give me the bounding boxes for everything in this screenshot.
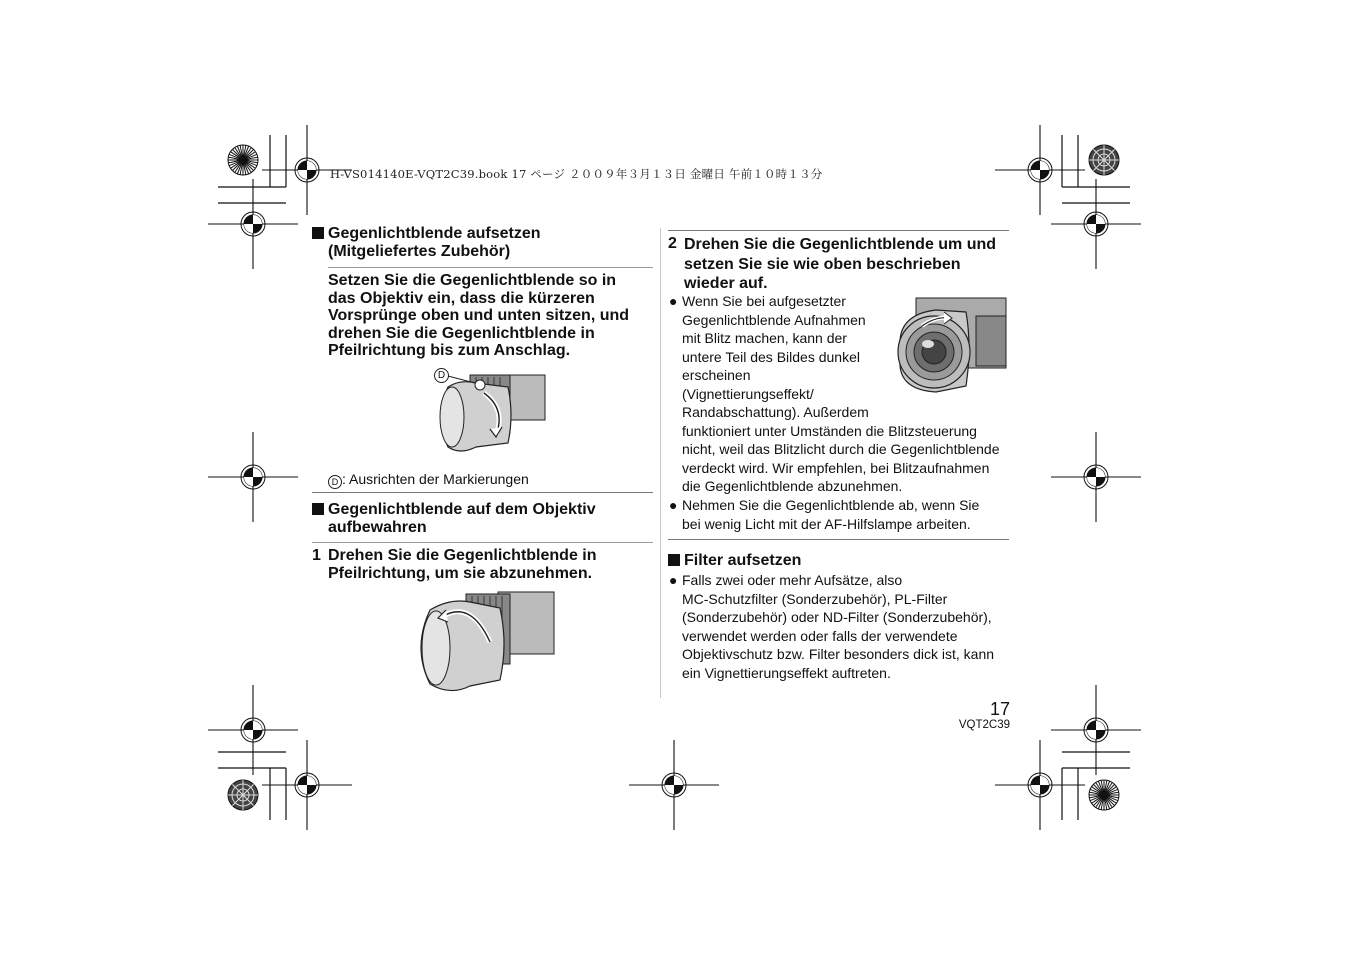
instruction-text: Setzen Sie die Gegenlichtblende so in das Objektiv ein, dass die kürzeren Vorsprünge oben und unten sitzen, und drehen Sie die Gegenlichtblende in Pfeilrichtung bis zum Anschlag. — [328, 272, 630, 359]
heading-line-2: (Mitgeliefertes Zubehör) — [328, 243, 511, 260]
bullet-dot-icon: ● — [669, 293, 678, 309]
lens-hood-remove-illustration — [410, 588, 558, 698]
section-heading-filter: Filter aufsetzen — [668, 552, 801, 570]
section-heading-lens-hood-store: Gegenlichtblende auf dem Objektiv aufbewahren — [312, 501, 596, 537]
divider — [312, 492, 653, 493]
illustration-caption: D : Ausrichten der Markierungen — [328, 470, 529, 489]
bullet-filter-vignetting: ● Falls zwei oder mehr Aufsätze, also MC-Schutzfilter (Sonderzubehör), PL-Filter (Sonderzubehör) oder ND-Filter (Sonderzubehör), verwendet werden oder falls der verwendete Objektivschutz bzw. Filter besonders dick ist, kann ein Vignettierungseffekt auftreten. — [669, 572, 995, 681]
divider — [668, 230, 1009, 231]
doc-code: VQT2C39 — [958, 719, 1010, 731]
callout-d-icon: D — [328, 475, 342, 489]
bullet-dot-icon: ● — [669, 497, 678, 513]
callout-d-marker: D — [434, 368, 449, 383]
divider — [668, 539, 1009, 540]
step-number-1: 1 — [312, 547, 321, 564]
square-bullet-icon — [312, 227, 324, 239]
page-number: 17 — [989, 699, 1010, 719]
print-header: H-VS014140E-VQT2C39.book 17 ページ ２００９年３月１３日 金曜日 午前１０時１３分 — [330, 167, 823, 181]
column-separator — [660, 228, 661, 698]
bullet-af-assist-lamp: ● Nehmen Sie die Gegenlichtblende ab, wenn Sie bei wenig Licht mit der AF-Hilfslampe arbeiten. — [669, 497, 980, 532]
divider — [328, 267, 653, 268]
section-heading-lens-hood-attach — [312, 225, 540, 261]
step-1-text: Drehen Sie die Gegenlichtblende in Pfeilrichtung, um sie abzunehmen. — [328, 547, 597, 582]
step-number-2: 2 — [668, 235, 677, 252]
square-bullet-icon — [312, 503, 324, 515]
square-bullet-icon — [668, 554, 680, 566]
divider — [312, 542, 653, 543]
heading-line-1: Gegenlichtblende aufsetzen — [328, 225, 541, 242]
bullet-flash-vignetting: ● Wenn Sie bei aufgesetzter Gegenlichtblende Aufnahmen mit Blitz machen, kann der untere Teil des Bildes dunkel erscheinen (Vignettierungseffekt/ Randabschattung). Außerdem funktioniert unter Umständen die Blitzsteuerung nicht, weil das Blitzlicht durch die Gegenlichtblende verdeckt wird. Wir empfehlen, bei Blitzaufnahmen die Gegenlichtblende abzunehmen. — [669, 293, 1000, 494]
lens-hood-attach-illustration — [430, 365, 550, 467]
step-2-text: Drehen Sie die Gegenlichtblende um und setzen Sie sie wie oben beschrieben wieder auf. — [684, 236, 997, 292]
bullet-dot-icon: ● — [669, 572, 678, 588]
